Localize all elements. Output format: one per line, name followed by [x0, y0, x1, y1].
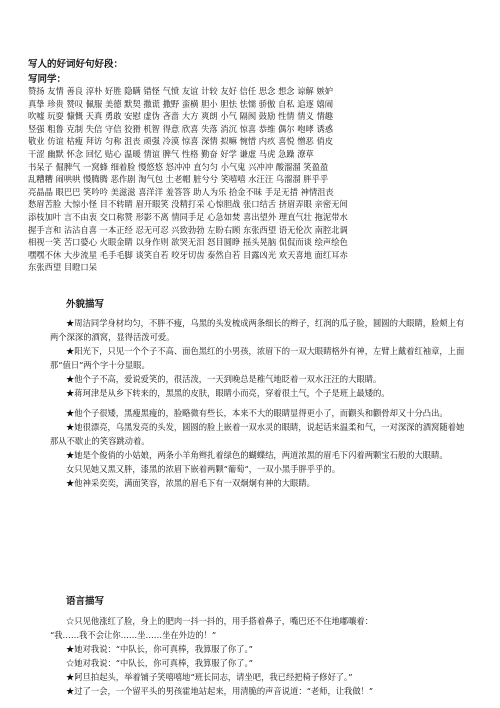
- word-line: 相视一笑 苦口婆心 火眼金睛 以身作则 欲哭无泪 怒目圆睁 摇头晃脑 侃侃而谈 绘声绘色: [28, 237, 348, 248]
- word-line: 添枝加叶 言不由衷 交口称赞 形影不离 情同手足 心急如焚 喜出望外 理直气壮 拖泥带水: [28, 211, 348, 222]
- language-paragraph: ☆她对我说：“中队长，你可真棒，我算服了你了。”: [66, 658, 253, 668]
- language-paragraph: ★阿旦拍起头，举着铺子笑嘻嘻地“班长同志，请坐吧，我已经把椅子修好了。”: [66, 672, 353, 682]
- appearance-paragraph: ★阳光下，只见一个个子不高、面色黑红的小男孩，浓眉下的一双大眼睛格外有神，左臂上戴着红袖章，上面那“值日”两个字十分显眼。: [50, 346, 465, 370]
- appearance-paragraph: ★他个子不高，爱说爱笑的，很活泼，一天到晚总是稚气地眨着一双水汪汪的大眼睛。: [66, 374, 382, 384]
- word-line: 东张西望 目瞪口呆: [28, 262, 98, 273]
- appearance-paragraph: ★蒋珂津是从乡下转来的，黑黑的皮肤，眼睛小而亮，穿着很土气，个子是班上最矮的。: [66, 388, 390, 398]
- word-line: 竖强 粗鲁 克制 失信 守信 狡猾 机智 得意 欣喜 失落 消沉 惊喜 恭维 偶尔 咆哮 诱惑: [28, 123, 334, 134]
- word-line: 吹嘘 玩耍 慷慨 天真 勇敢 安慰 虚伪 吝啬 大方 爽朗 小气 隔阂 鼓励 性情 情义 情趣: [28, 111, 334, 122]
- language-paragraph: “我……我不会让你……坐……坐在外边的！”: [50, 630, 217, 640]
- word-line: 敬业 仿谊 枯瘦 拜访 匀称 沮丧 顽强 冷漠 惊喜 深情 拟嘛 惋惜 内疚 喜悦 憎恶 俏皮: [28, 136, 334, 147]
- word-line: 握手言和 沾沾自喜 一本正经 忍无可忍 兴致勃勃 左盼右顾 东张西望 语无伦次 南腔北调: [28, 224, 348, 235]
- appearance-paragraph: ★她是个俊俏的小姑娘，两条小羊角辫扎着绿色的蝴蝶结，两道浓黑的眉毛下闪着两颗宝石般的大眼睛。: [66, 450, 448, 460]
- word-line: 真挚 珍贵 赞叹 佩服 美德 默契 撒谎 撒野 蛮横 胆小 胆怯 怯懦 骄傲 自私 追逐 嬉闹: [28, 98, 334, 109]
- word-line: 愁眉苦脸 大惊小怪 目不转睛 眉开眼笑 没精打采 心惊胆战 张口结舌 挤眉弄眼 亲密无间: [28, 199, 348, 210]
- appearance-section: [50, 316, 470, 490]
- appearance-heading: 外貌描写: [66, 299, 105, 310]
- word-line: 亮晶晶 眼巴巴 笑吟吟 美滋滋 喜洋洋 羞答答 助人为乐 拾金不昧 手足无措 神情沮丧: [28, 186, 334, 197]
- word-line: 书呆子 倔脾气 一窝蜂 细着脸 慢悠悠 怒冲冲 直匀匀 小气鬼 兴冲冲 酸溜溜 笑盈盈: [28, 161, 329, 172]
- language-paragraph: ★她对我说：“中队长，你可真棒，我算服了你了。”: [66, 644, 253, 654]
- language-section: [50, 614, 470, 698]
- word-line: 乱糟糟 闹哄哄 慢腾腾 恶作剧 淘气包 土老帽 脏兮兮 笑嘻嘻 水汪汪 乌溜溜 胖乎乎: [28, 174, 329, 185]
- appearance-paragraph: ★他神采奕奕，满面笑容，浓黑的眉毛下有一双炯炯有神的大眼睛。: [66, 478, 315, 488]
- appearance-paragraph: 女只见她又黑又胖，漆黑的浓眉下嵌着两颗“葡萄”，一双小黑手胖乎乎的。: [66, 464, 340, 474]
- language-paragraph: ☆只见他涨红了脸，身上的肥肉一抖一抖的，用手搭着鼻子，嘴巴还不住地嘟嚷着：: [66, 616, 373, 626]
- language-heading: 语言描写: [66, 596, 105, 607]
- word-list: [28, 85, 472, 274]
- word-line: 嘿嘿不休 大步流星 毛手毛脚 谈笑自若 咬牙切齿 泰然自若 目露凶光 欢天喜地 面红耳赤: [28, 249, 348, 260]
- word-line: 赞扬 友情 善良 淳朴 好胜 隐瞒 错怪 气愤 友谊 计较 友好 信任 思念 想念 谅解 嫉妒: [28, 86, 334, 96]
- appearance-paragraph: ★他个子很矮，黑瘦黑瘦的，脸略微有些长，本来不大的眼睛显得更小了，而颧头和颧骨却又十分凸出。: [66, 408, 448, 418]
- appearance-paragraph: ★她很漂亮，乌黑发亮的头发，圆圆的脸上嵌着一双水灵的眼睛，说起话来温柔和气，一对深深的酒窝随着她那从不歇止的笑容跳动着。: [50, 422, 465, 446]
- document-title: 写人的好词好句好段：: [28, 59, 124, 70]
- appearance-paragraph: ★周洁同学身材均匀，不胖不瘦，乌黑的头发梳成两条细长的辫子，红润的瓜子脸，圆圆的大眼睛，脸颊上有两个深深的酒窝，显得活泼可爱。: [50, 318, 465, 342]
- language-paragraph: ★过了一会，一个留平头的男孩霍地站起来，用清脆的声音说道：“老师，让我做！”: [66, 686, 374, 696]
- word-line: 干涩 幽默 怀念 回忆 贴心 温暖 情谊 脾气 性格 勤奋 好学 谦虚 马虎 急躁 潦草: [28, 148, 314, 159]
- section-classmates-label: 写同学：: [28, 74, 67, 85]
